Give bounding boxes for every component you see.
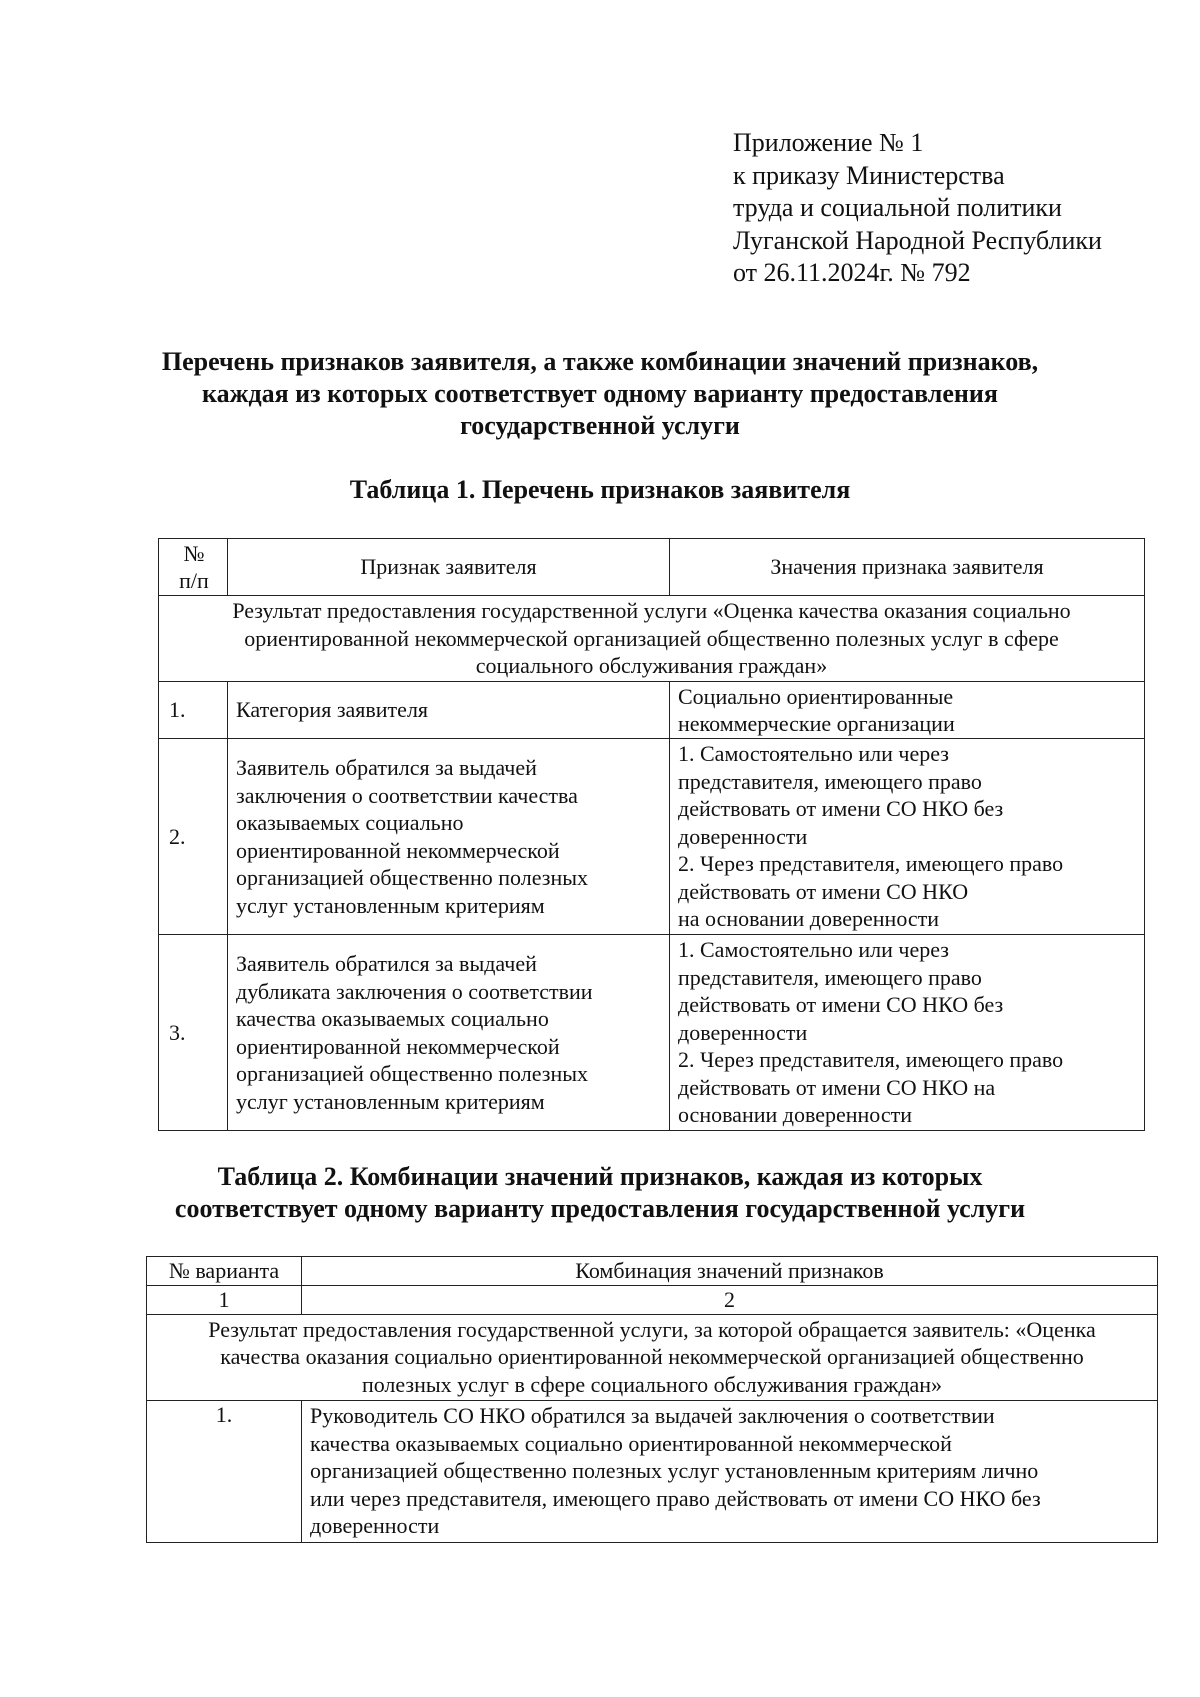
variant-number: 1. — [147, 1400, 302, 1542]
table2-title-line: Таблица 2. Комбинации значений признаков, каждая из которых — [217, 1162, 983, 1191]
table2-header-row — [147, 1257, 1158, 1286]
appendix-line: от 26.11.2024г. № 792 — [733, 258, 971, 287]
row-number: 2. — [159, 739, 228, 935]
appendix-line: труда и социальной политики — [733, 193, 1062, 222]
table1-section-result: Результат предоставления государственной услуги «Оценка качества оказания социально ориентированной некоммерческой организацией общественно полезных услуг в сфере социального обслуживания граждан» — [159, 596, 1145, 682]
table2-section-row — [147, 1314, 1158, 1400]
document-title — [100, 346, 1100, 442]
row-number: 1. — [159, 682, 228, 739]
appendix-line: Приложение № 1 — [733, 128, 924, 157]
table-row — [159, 682, 1145, 739]
table1-header-row — [159, 539, 1145, 596]
title-line: государственной услуги — [460, 411, 740, 440]
table1-header-feature: Признак заявителя — [228, 539, 670, 596]
table-row — [147, 1400, 1158, 1542]
row-number: 3. — [159, 935, 228, 1131]
table2-title-line: соответствует одному варианту предоставления государственной услуги — [174, 1194, 1026, 1223]
combination-cell: Руководитель СО НКО обратился за выдачей заключения о соответствии качества оказываемых социально ориентированной некоммерческой организацией общественно полезных услуг установленным критериям лично или через представителя, имеющего право действовать от имени СО НКО без доверенности — [302, 1400, 1158, 1542]
feature-values-cell: 1. Самостоятельно или через представителя, имеющего право действовать от имени СО НКО без доверенности 2. Через представителя, имеющего право действовать от имени СО НКО на основании доверенности — [670, 739, 1145, 935]
column-number: 1 — [147, 1286, 302, 1315]
table2-numbering-row — [147, 1286, 1158, 1315]
applicant-feature-cell: Заявитель обратился за выдачей заключения о соответствии качества оказываемых социально ориентированной некоммерческой организацией общественно полезных услуг установленным критериям — [228, 739, 670, 935]
appendix-line: к приказу Министерства — [733, 160, 1005, 190]
table-row — [159, 935, 1145, 1131]
column-number: 2 — [302, 1286, 1158, 1315]
table1-title: Таблица 1. Перечень признаков заявителя — [349, 475, 851, 504]
table1-header-values: Значения признака заявителя — [670, 539, 1145, 596]
table2-section-result: Результат предоставления государственной услуги, за которой обращается заявитель: «Оценка качества оказания социально ориентированной некоммерческой организацией общественно полезных услуг в сфере социального обслуживания граждан» — [147, 1314, 1158, 1400]
appendix-line: Луганской Народной Республики — [733, 225, 1102, 255]
applicant-feature-cell: Категория заявителя — [228, 682, 670, 739]
table1-header-num: № п/п — [159, 539, 228, 596]
feature-values-cell: Социально ориентированные некоммерческие организации — [670, 682, 1145, 739]
table2-feature-combinations — [146, 1256, 1158, 1543]
title-line: каждая из которых соответствует одному варианту предоставления — [202, 379, 998, 408]
table1-applicant-features — [158, 538, 1145, 1131]
table1-section-row — [159, 596, 1145, 682]
table-row — [159, 739, 1145, 935]
feature-values-cell: 1. Самостоятельно или через представителя, имеющего право действовать от имени СО НКО без доверенности 2. Через представителя, имеющего право действовать от имени СО НКО на основании доверенности — [670, 935, 1145, 1131]
table2-title — [100, 1161, 1100, 1225]
title-line: Перечень признаков заявителя, а также комбинации значений признаков, — [161, 347, 1039, 376]
appendix-header — [733, 127, 1102, 290]
table2-header-variant: № варианта — [147, 1257, 302, 1286]
table2-header-combination: Комбинация значений признаков — [302, 1257, 1158, 1286]
applicant-feature-cell: Заявитель обратился за выдачей дубликата заключения о соответствии качества оказываемых социально ориентированной некоммерческой организацией общественно полезных услуг установленным критериям — [228, 935, 670, 1131]
